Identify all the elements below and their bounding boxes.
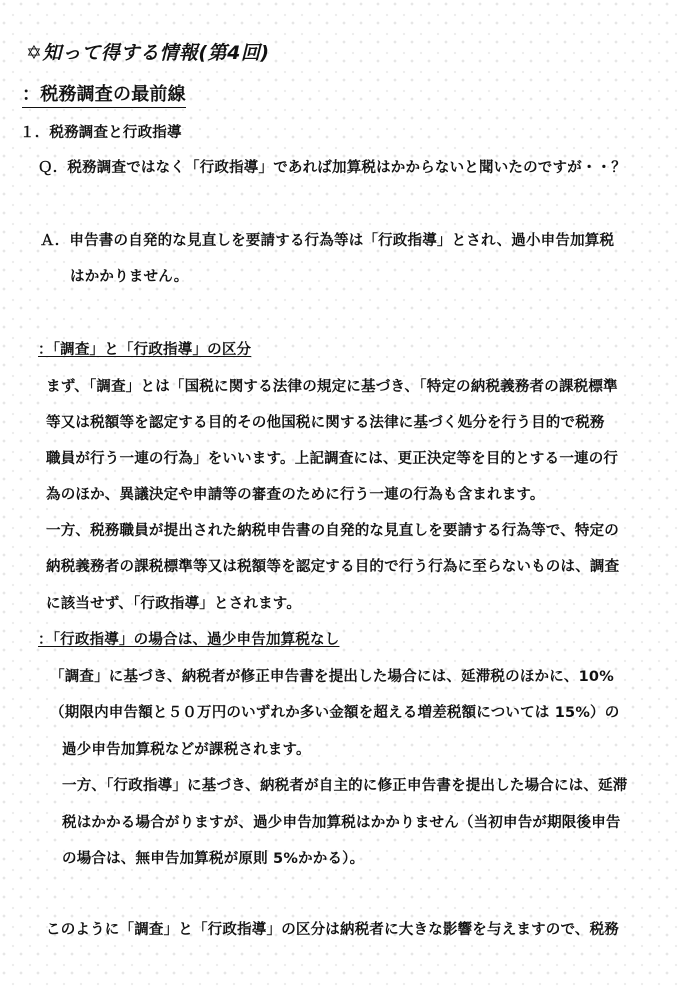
paragraph-line: 納税義務者の課税標準等又は税額等を認定する目的で行う行為に至らないものは、調査: [46, 559, 620, 575]
paragraph-line: 職員が行う一連の行為」をいいます。上記調査には、更正決定等を目的とする一連の行: [46, 451, 619, 467]
paragraph-line: の場合は、無申告加算税が原則 5%かかる）。: [62, 851, 365, 867]
closing-line: このように「調査」と「行政指導」の区分は納税者に大きな影響を与えますので、税務: [46, 922, 620, 938]
paragraph-line: （期限内申告額と５０万円のいずれか多い金額を超える増差税額については 15%）の: [50, 705, 620, 721]
paragraph-line: 税はかかる場合がりますが、過少申告加算税はかかりません（当初申告が期限後申告: [62, 815, 621, 831]
page-title: ✡知って得する情報(第4回): [26, 42, 270, 64]
paragraph-line: に該当せず、「行政指導」とされます。: [46, 596, 302, 612]
page-subtitle: ：税務調査の最前線: [22, 80, 186, 108]
paragraph-line: 「調査」に基づき、納税者が修正申告書を提出した場合には、延滞税のほかに、10%: [50, 669, 614, 685]
paragraph-line: 等又は税額等を認定する目的その他国税に関する法律に基づく処分を行う目的で税務: [46, 415, 605, 431]
answer-line: はかかりません。: [70, 269, 189, 285]
answer-line: Ａ．申告書の自発的な見直しを要請する行為等は「行政指導」とされ、過小申告加算税: [40, 233, 615, 249]
paragraph-line: 過少申告加算税などが課税されます。: [62, 742, 311, 758]
question-text: Ｑ．税務調査ではなく「行政指導」であれば加算税はかからないと聞いたのですが・・？: [38, 160, 626, 176]
paragraph-line: 一方、「行政指導」に基づき、納税者が自主的に修正申告書を提出した場合には、延滞: [62, 778, 628, 794]
subsection-heading: ：「調査」と「行政指導」の区分: [38, 342, 252, 358]
paragraph-line: 為のほか、異議決定や申請等の審査のために行う一連の行為も含まれます。: [46, 487, 545, 503]
subsection-heading: ：「行政指導」の場合は、過少申告加算税なし: [38, 632, 340, 648]
paragraph-line: 一方、税務職員が提出された納税申告書の自発的な見直しを要請する行為等で、特定の: [46, 523, 620, 539]
paragraph-line: まず、「調査」とは「国税に関する法律の規定に基づき、「特定の納税義務者の課税標準: [46, 379, 618, 395]
section-heading: １．税務調査と行政指導: [20, 125, 182, 141]
